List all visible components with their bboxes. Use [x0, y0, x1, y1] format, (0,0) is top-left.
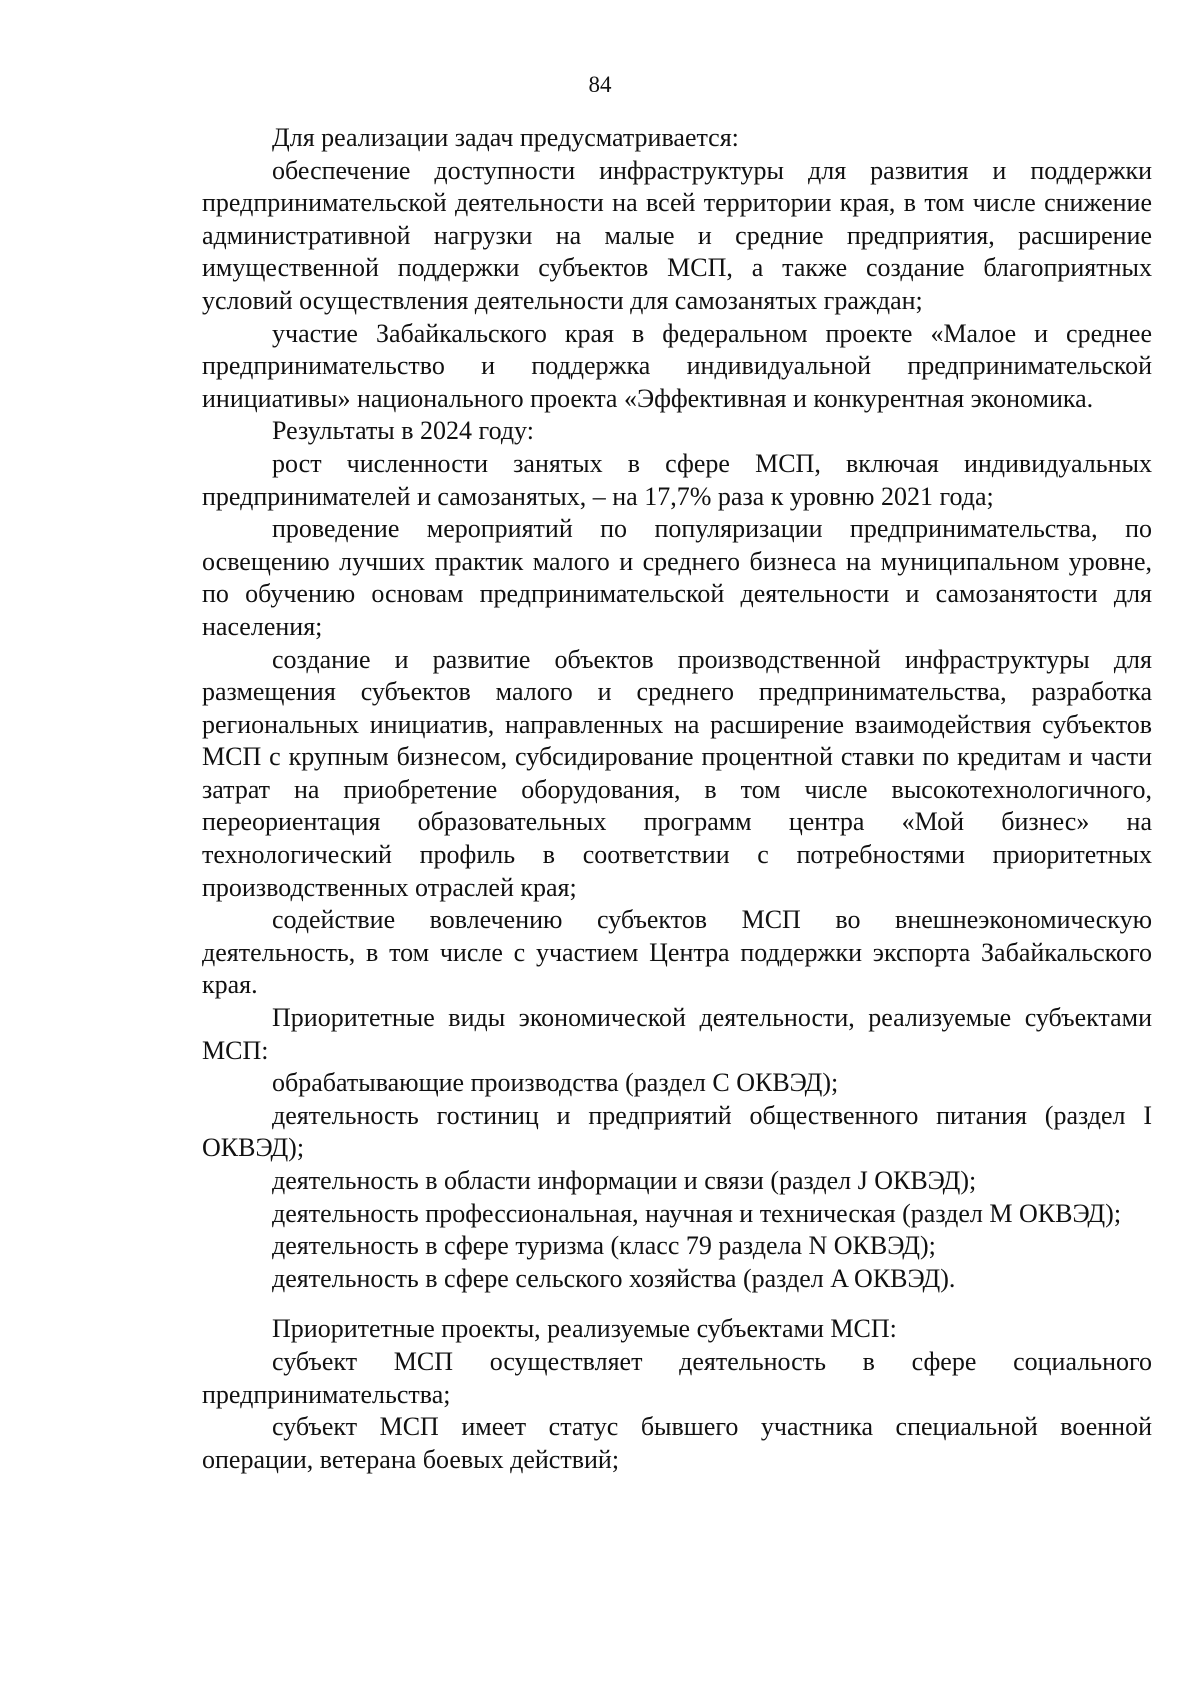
- paragraph-employment-growth: рост численности занятых в сфере МСП, включая индивидуальных предпринимателей и самозанятых, – на 17,7% раза к уровню 2021 года;: [202, 448, 1152, 511]
- list-item-social-entrepreneurship: субъект МСП осуществляет деятельность в сфере социального предпринимательства;: [202, 1346, 1152, 1409]
- paragraph-export-support: содействие вовлечению субъектов МСП во внешнеэкономическую деятельность, в том числе с участием Центра поддержки экспорта Забайкальского края.: [202, 905, 1152, 1000]
- page-number: 84: [588, 72, 612, 97]
- list-item-tourism: деятельность в сфере туризма (класс 79 раздела N ОКВЭД);: [272, 1231, 936, 1261]
- paragraph-federal-project: участие Забайкальского края в федеральном проекте «Малое и среднее предпринимательство и поддержка индивидуальной предпринимательской инициативы» национального проекта «Эффективная и конкурентная экономика.: [202, 318, 1152, 413]
- list-item-information-communication: деятельность в области информации и связи (раздел J ОКВЭД);: [272, 1166, 977, 1195]
- paragraph-production-infrastructure: создание и развитие объектов производственной инфраструктуры для размещения субъектов малого и среднего предпринимательства, разработка региональных инициатив, направленных на расширение взаимодействия субъектов МСП с крупным бизнесом, субсидирование процентной ставки по кредитам и части затрат на приобретение оборудования, в том числе высокотехнологичного, переориентация образовательных программ центра «Мой бизнес» на технологический профиль в соответствии с потребностями приоритетных производственных отраслей края;: [202, 644, 1152, 902]
- paragraph-intro: Для реализации задач предусматривается:: [272, 123, 739, 152]
- list-item-professional-scientific: деятельность профессиональная, научная и техническая (раздел M ОКВЭД);: [272, 1198, 1122, 1228]
- list-item-manufacturing: обрабатывающие производства (раздел C ОКВЭД);: [272, 1068, 839, 1098]
- list-item-agriculture: деятельность в сфере сельского хозяйства (раздел A ОКВЭД).: [272, 1263, 956, 1293]
- list-item-veteran-status: субъект МСП имеет статус бывшего участника специальной военной операции, ветерана боевых действий;: [202, 1412, 1152, 1474]
- list-item-hotels-catering: деятельность гостиниц и предприятий общественного питания (раздел I ОКВЭД);: [202, 1100, 1152, 1163]
- document-body: [202, 122, 1152, 1476]
- paragraph-priority-projects-heading: Приоритетные проекты, реализуемые субъектами МСП:: [272, 1314, 897, 1344]
- paragraph-infrastructure: обеспечение доступности инфраструктуры для развития и поддержки предпринимательской деятельности на всей территории края, в том числе снижение административной нагрузки на малые и средние предприятия, расширение имущественной поддержки субъектов МСП, а также создание благоприятных условий осуществления деятельности для самозанятых граждан;: [202, 155, 1152, 315]
- paragraph-results-heading: Результаты в 2024 году:: [272, 416, 534, 446]
- paragraph-popularization: проведение мероприятий по популяризации предпринимательства, по освещению лучших практик малого и среднего бизнеса на муниципальном уровне, по обучению основам предпринимательской деятельности и самозанятости для населения;: [202, 514, 1152, 641]
- paragraph-priority-activities-heading: Приоритетные виды экономической деятельности, реализуемые субъектами МСП:: [202, 1003, 1152, 1065]
